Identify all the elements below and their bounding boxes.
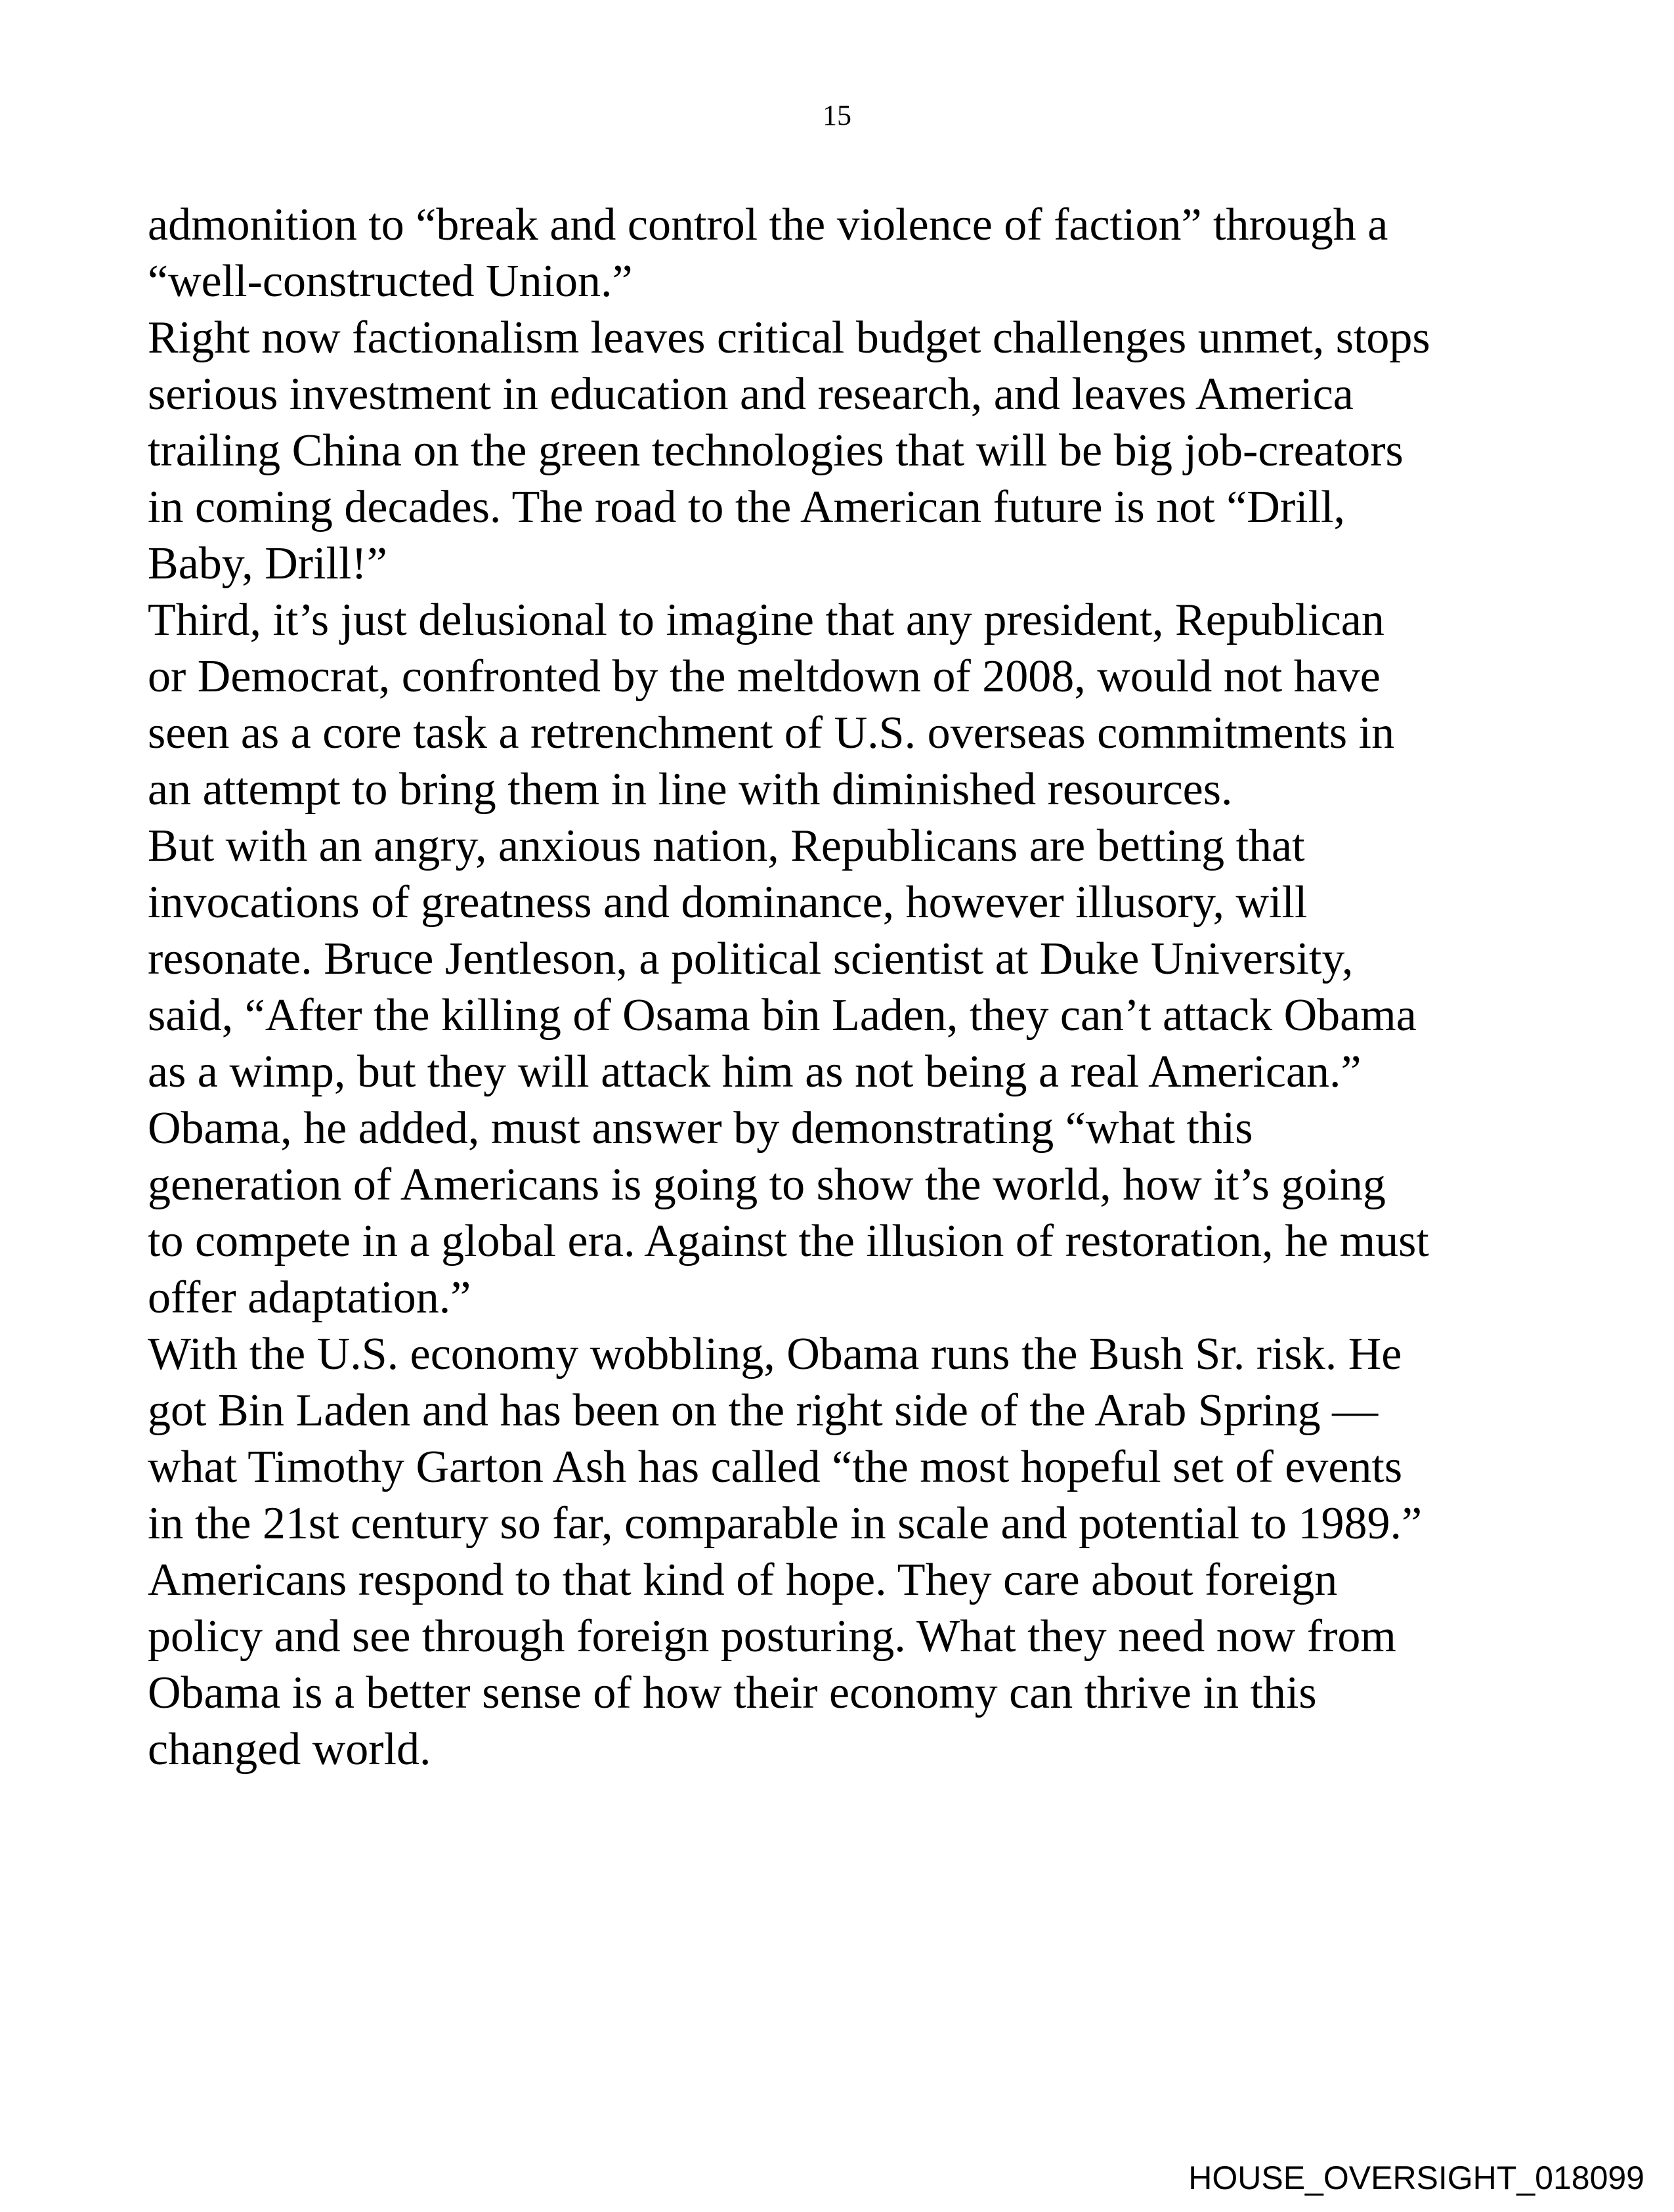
text-line: an attempt to bring them in line with diminished resources. xyxy=(148,764,1233,815)
text-line: Right now factionalism leaves critical budget challenges unmet, stops xyxy=(148,313,1430,363)
text-line: admonition to “break and control the violence of faction” through a xyxy=(148,200,1388,250)
text-line: serious investment in education and research, and leaves America xyxy=(148,369,1354,420)
text-line: in coming decades. The road to the American future is not “Drill, xyxy=(148,482,1345,532)
text-line: Baby, Drill!” xyxy=(148,538,387,589)
text-line: trailing China on the green technologies that will be big job-creators xyxy=(148,425,1404,476)
body-text xyxy=(148,197,1625,1778)
text-line: “well-constructed Union.” xyxy=(148,256,633,307)
text-line: as a wimp, but they will attack him as not being a real American.” xyxy=(148,1047,1362,1097)
page-number: 15 xyxy=(823,99,851,131)
text-line: Third, it’s just delusional to imagine that any president, Republican xyxy=(148,595,1384,645)
text-line: But with an angry, anxious nation, Republicans are betting that xyxy=(148,821,1305,871)
text-line: seen as a core task a retrenchment of U.S. overseas commitments in xyxy=(148,708,1395,758)
text-line: policy and see through foreign posturing. What they need now from xyxy=(148,1611,1396,1662)
text-line: to compete in a global era. Against the illusion of restoration, he must xyxy=(148,1216,1429,1267)
text-line: what Timothy Garton Ash has called “the most hopeful set of events xyxy=(148,1442,1403,1492)
text-line: invocations of greatness and dominance, however illusory, will xyxy=(148,877,1308,928)
text-line: changed world. xyxy=(148,1724,431,1775)
text-line: or Democrat, confronted by the meltdown of 2008, would not have xyxy=(148,651,1381,702)
text-line: said, “After the killing of Osama bin Laden, they can’t attack Obama xyxy=(148,990,1417,1041)
text-line: With the U.S. economy wobbling, Obama runs the Bush Sr. risk. He xyxy=(148,1329,1402,1379)
text-line: generation of Americans is going to show the world, how it’s going xyxy=(148,1160,1386,1210)
bates-number: HOUSE_OVERSIGHT_018099 xyxy=(1188,2159,1644,2196)
text-line: Obama, he added, must answer by demonstrating “what this xyxy=(148,1103,1253,1154)
text-line: offer adaptation.” xyxy=(148,1272,471,1323)
text-line: resonate. Bruce Jentleson, a political scientist at Duke University, xyxy=(148,934,1354,984)
text-line: in the 21st century so far, comparable in scale and potential to 1989.” xyxy=(148,1498,1423,1549)
text-line: Obama is a better sense of how their economy can thrive in this xyxy=(148,1668,1317,1718)
text-line: got Bin Laden and has been on the right side of the Arab Spring — xyxy=(148,1385,1379,1436)
text-line: Americans respond to that kind of hope. They care about foreign xyxy=(148,1555,1338,1605)
